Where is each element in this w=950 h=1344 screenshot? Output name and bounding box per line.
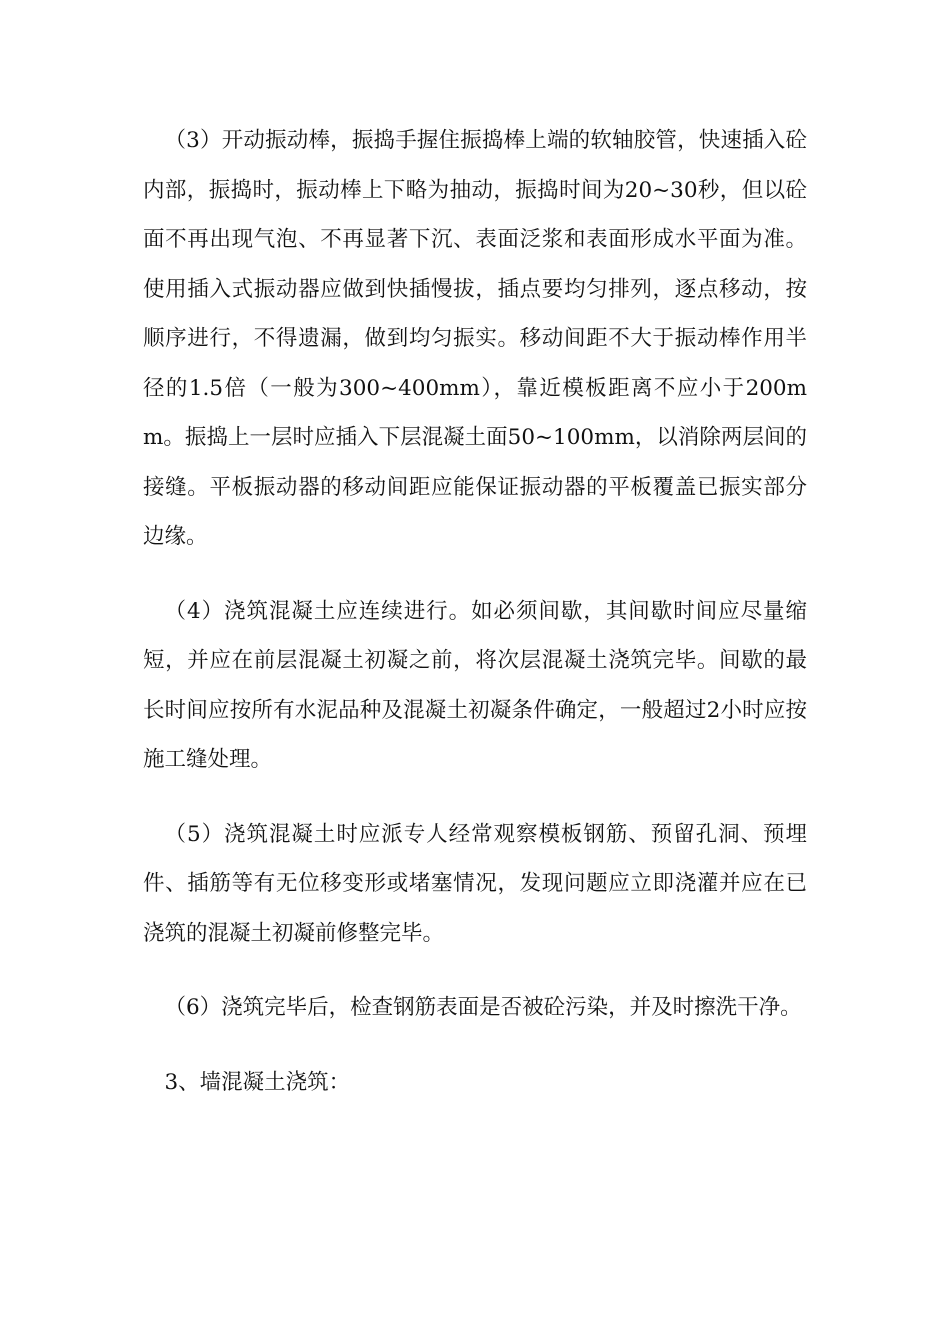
paragraph-step-3: （3）开动振动棒，振捣手握住振捣棒上端的软轴胶管，快速插入砼内部，振捣时，振动棒上下略为抽动，振捣时间为20~30秒，但以砼面不再出现气泡、不再显著下沉、表面泛浆和表面形成水平面为准。使用插入式振动器应做到快插慢拔，插点要均匀排列，逐点移动，按顺序进行，不得遗漏，做到均匀振实。移动间距不大于振动棒作用半径的1.5倍（一般为300~400mm），靠近模板距离不应小于200mm。振捣上一层时应插入下层混凝土面50~100mm，以消除两层间的接缝。平板振动器的移动间距应能保证振动器的平板覆盖已振实部分边缘。 [143,128,807,549]
paragraph-step-5: （5）浇筑混凝土时应派专人经常观察模板钢筋、预留孔洞、预埋件、插筋等有无位移变形或堵塞情况，发现问题应立即浇灌并应在已浇筑的混凝土初凝前修整完毕。 [143,821,807,946]
section-heading-wall-concrete: 3、墙混凝土浇筑： [164,1069,351,1095]
paragraph-step-4: （4）浇筑混凝土应连续进行。如必须间歇，其间歇时间应尽量缩短，并应在前层混凝土初凝之前，将次层混凝土浇筑完毕。间歇的最长时间应按所有水泥品种及混凝土初凝条件确定，一般超过2小时应按施工缝处理。 [143,598,807,772]
paragraph-step-6: （6）浇筑完毕后，检查钢筋表面是否被砼污染，并及时擦洗干净。 [164,995,802,1020]
document-body [143,116,807,1107]
